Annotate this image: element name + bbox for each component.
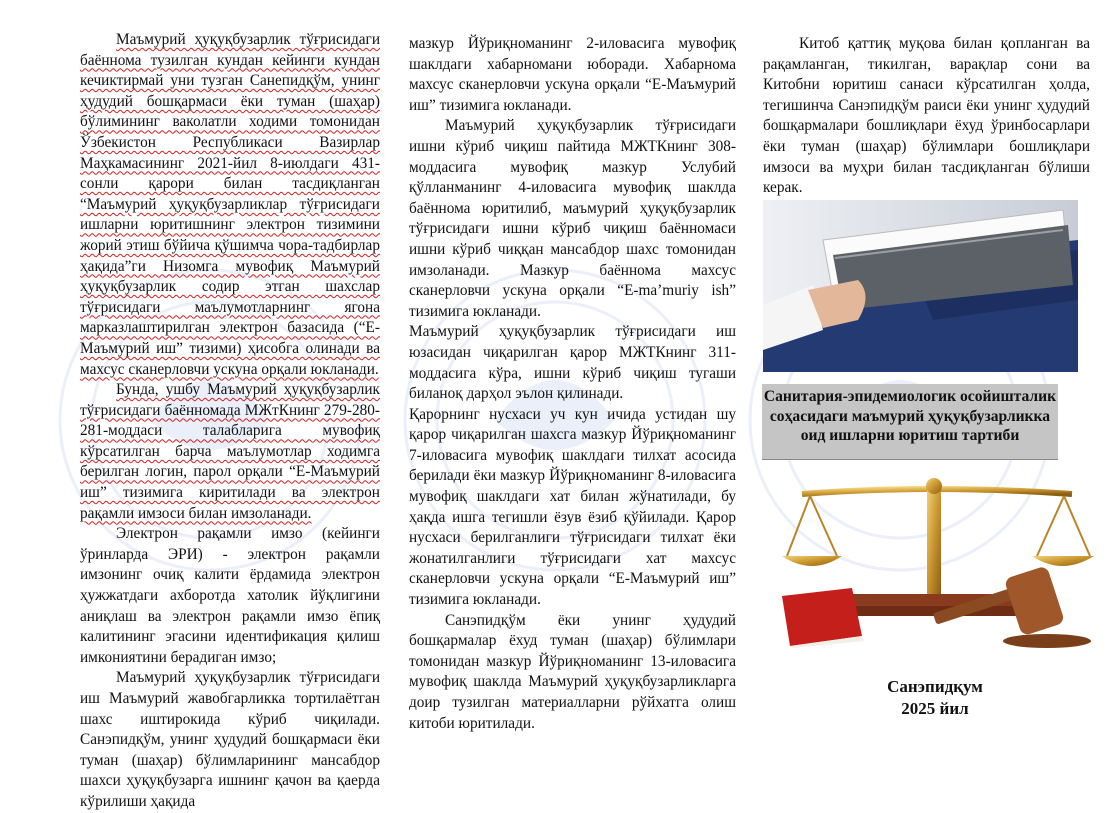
title-line-2: соҳасидаги маъмурий ҳуқуқбузарликка	[769, 407, 1051, 425]
title-line-3: оид ишларни юритиш тартиби	[800, 427, 1020, 444]
column-left	[80, 30, 380, 813]
column-middle	[409, 34, 736, 734]
scales-of-justice-icon	[782, 476, 1094, 648]
column-right	[763, 34, 1090, 199]
paragraph-book-binding: Китоб қаттиқ муқова билан қопланган ва рақамланган, тикилган, варақлар сони ва Китобни юритиш санаси кўрсатилган ҳолда, тегишинча Санэпидқўм раиси ёки унинг ҳудудий бошқармалари бошлиқлари ёхуд ўринбосарлари ёки туман (шаҳар) бўлимлари бошлиқлари имзоси ва муҳри билан тасдиқланган бўлиши керак.	[763, 35, 1090, 197]
folder-documents-photo-icon	[763, 200, 1078, 372]
paragraph-data-entry: Бунда, ушбу Маъмурий ҳуқуқбузарлик тўғрисидаги баённомада МЖтКнинг 279-280-281-моддаси талабларига мувофиқ кўрсатилган барча маълумотлар ходимга берилган логин, парол орқали “Е-Маъмурий иш” тизимига киритилади ва электрон рақамли имзоси билан имзоланади.	[80, 381, 380, 522]
paragraph-decision-copy: Қарорнинг нусхаси уч кун ичида устидан шу қарор чиқарилган шахсга мазкур Йўриқноманинг 7-иловасига мувофиқ шаклдаги тилхат асосида берилади ёки мазкур Йўриқноманинг 8-иловасига мувофиқ шаклдаги хат билан жўнатилади, бу ҳақда ишга тегишли ёзув ёзиб қўйилади. Қарор нусхаси берилганлиги тўғрисидаги тилхат ёки жонатилганлиги тўғрисидаги хат махсус сканерловчи ускуна орқали “Е-Маъмурий иш” тизимига юкланади.	[409, 405, 736, 609]
paragraph-decision-announcement: Маъмурий ҳуқуқбузарлик тўғрисидаги иш юзасидан чиқарилган қарор МЖТКнинг 311-моддасига кўра, ишни кўриб чиқиш тугаши биланоқ дарҳол эълон қилинади.	[409, 323, 736, 403]
brochure-title	[762, 384, 1058, 460]
publication-year: 2025 йил	[901, 699, 969, 718]
footer	[850, 676, 1020, 720]
paragraph-digital-signature: Электрон рақамли имзо (кейинги ўринларда ЭРИ) - электрон рақамли имзонинг очиқ калити ёрдамида электрон ҳужжатдаги ахборотда хатолик йўқлигини аниқлаш ва электрон рақамли имзо ёпиқ калитининг эгасини идентификация қилиш имкониятини берадиган имзо;	[80, 525, 380, 666]
paragraph-case-review: Маъмурий ҳуқуқбузарлик тўғрисидаги иш Маъмурий жавобгарликка тортилаётган шахс иштирокида кўриб чиқилади. Санэпидқўм, унинг ҳудудий бошқармаси ёки туман (шаҳар) бўлимларининг мансабдор шахси ҳуқуқбузарга ишнинг қачон ва қаерда кўрилиши ҳақида	[80, 669, 380, 810]
paragraph-review-protocol: Маъмурий ҳуқуқбузарлик тўғрисидаги ишни кўриб чиқиш пайтида МЖТКнинг 308-моддасига мувофиқ мазкур Услубий қўлланманинг 4-иловасига мувофиқ шаклда баённома юритилиб, маъмурий ҳуқуқбузарлик тўғрисидаги ишни кўриб чиқиш баённомаси ишни кўриб чиққан мансабдор шахс томонидан имзоланади. Мазкур баённома махсус сканерловчи ускуна орқали “E-ma’muriy ish” тизимига юкланади.	[409, 117, 736, 320]
title-line-1: Санитария-эпидемиологик осойишталик	[763, 388, 1057, 405]
organization-name: Санэпидқум	[887, 677, 983, 696]
paragraph-record-registration: Маъмурий ҳуқуқбузарлик тўғрисидаги баённома тузилган кундан кейинги кундан кечиктирмай уни тузган Санепидқўм, унинг ҳудудий бошқармаси ёки туман (шаҳар) бўлимининг ваколатли ходими томонидан Ўзбекистон Республикаси Вазирлар Маҳкамасининг 2021-йил 8-июлдаги 431-сонли қарори билан тасдиқланган “Маъмурий ҳуқуқбузарликлар тўғрисидаги ишларни юритишнинг электрон тизимини жорий этиш бўйича қўшимча чора-тадбирлар ҳақида”ги Низомга мувофиқ Маъмурий ҳуқуқбузарлик содир этган шахслар тўғрисидаги маълумотларнинг ягона марказлаштирилган электрон базасида (“Е-Маъмурий иш” тизими) ҳисобга олинади ва махсус сканерловчи ускуна орқали юкланади.	[80, 31, 380, 378]
paragraph-registration-book: Санэпидқўм ёки унинг ҳудудий бошқармалар ёхуд туман (шаҳар) бўлимлари томонидан мазкур Йўриқноманинг 13-иловасига мувофиқ шаклда Маъмурий ҳуқуқбузарликларга доир тузилган материалларни рўйхатга олиш китоби юритилади.	[409, 611, 736, 732]
paragraph-notification: мазкур Йўриқноманинг 2-иловасига мувофиқ шаклдаги хабарномани юборади. Хабарнома махсус сканерловчи ускуна орқали “Е-Маъмурий иш” тизимига юкланади.	[409, 35, 736, 114]
